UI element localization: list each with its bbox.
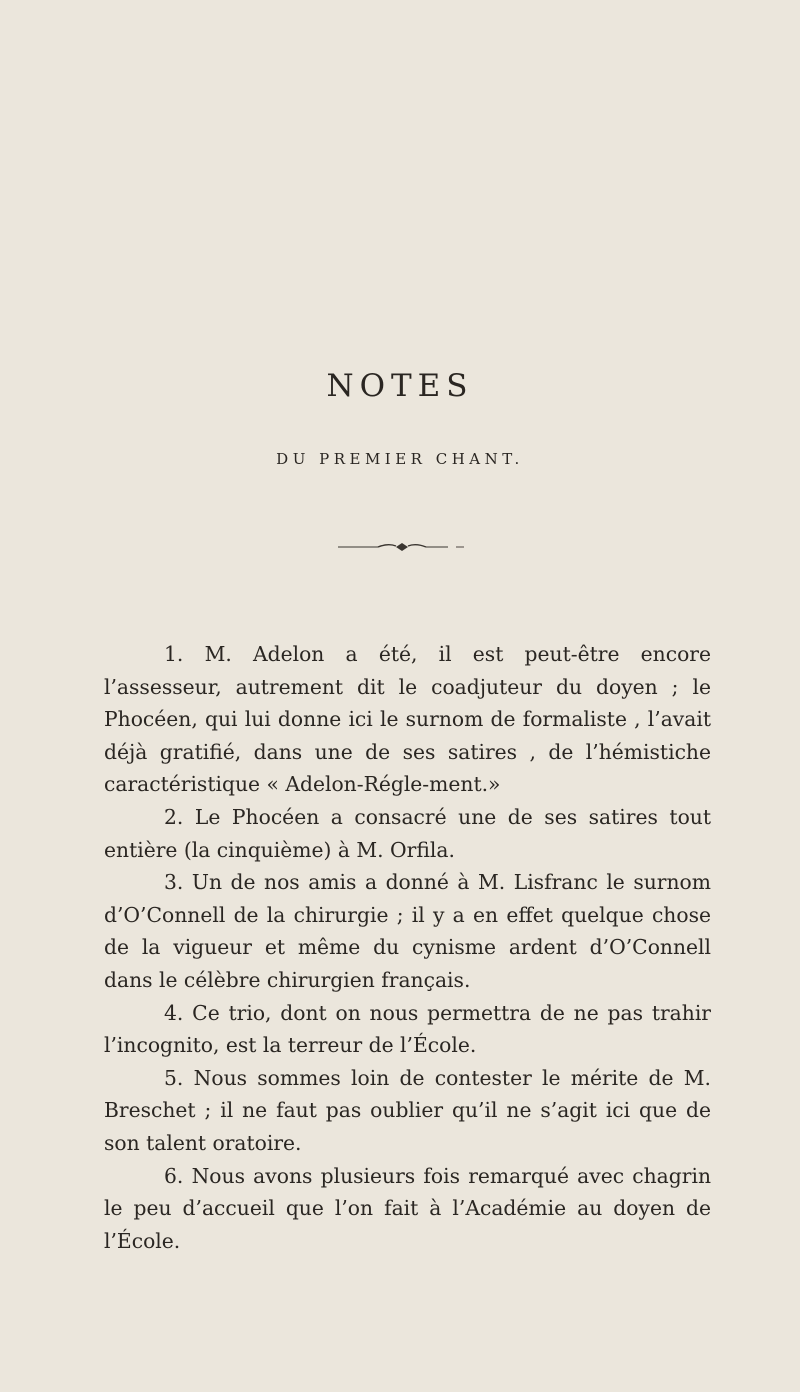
note-text: M. Adelon a été, il est peut-être encore l’assesseur, autrement dit le coadjuteur du doyen ; le Phocéen, qui lui donne ici le surnom de formaliste , l’avait déjà gratifié, dans une de ses satires , de l’hémistiche caractéristique « Adelon-Régle-ment.» <box>104 642 711 797</box>
note-text: Le Phocéen a consacré une de ses satires tout entière (la cinquième) à M. Orfila. <box>104 804 711 862</box>
page-subtitle: DU PREMIER CHANT. <box>276 450 524 468</box>
note-item <box>104 997 711 1062</box>
note-item <box>104 638 711 801</box>
note-text: Nous sommes loin de contester le mérite de M. Breschet ; il ne faut pas oublier qu’il ne s’agit ici que de son talent oratoire. <box>104 1065 711 1155</box>
note-number: 1. <box>164 642 184 666</box>
note-number: 5. <box>164 1065 184 1090</box>
page-title: NOTES <box>326 368 474 404</box>
note-item <box>104 866 711 996</box>
note-number: 2. <box>164 804 184 829</box>
note-text: Un de nos amis a donné à M. Lisfranc le surnom d’O’Connell de la chirurgie ; il y a en effet quelque chose de la vigueur et même du cynisme ardent d’O’Connell dans le célèbre chirurgien français. <box>104 870 711 992</box>
note-text: Ce trio, dont on nous permettra de ne pas trahir l’incognito, est la terreur de l’École. <box>104 1000 711 1058</box>
note-number: 6. <box>164 1163 184 1188</box>
note-item <box>104 801 711 866</box>
note-number: 4. <box>164 1000 184 1025</box>
note-item <box>104 1062 711 1160</box>
note-text: Nous avons plusieurs fois remarqué avec chagrin le peu d’accueil que l’on fait à l’Académie au doyen de l’École. <box>104 1163 712 1253</box>
ornamental-rule-icon <box>336 540 466 554</box>
notes-list <box>104 638 711 1257</box>
note-item <box>104 1160 711 1258</box>
note-number: 3. <box>164 870 184 895</box>
